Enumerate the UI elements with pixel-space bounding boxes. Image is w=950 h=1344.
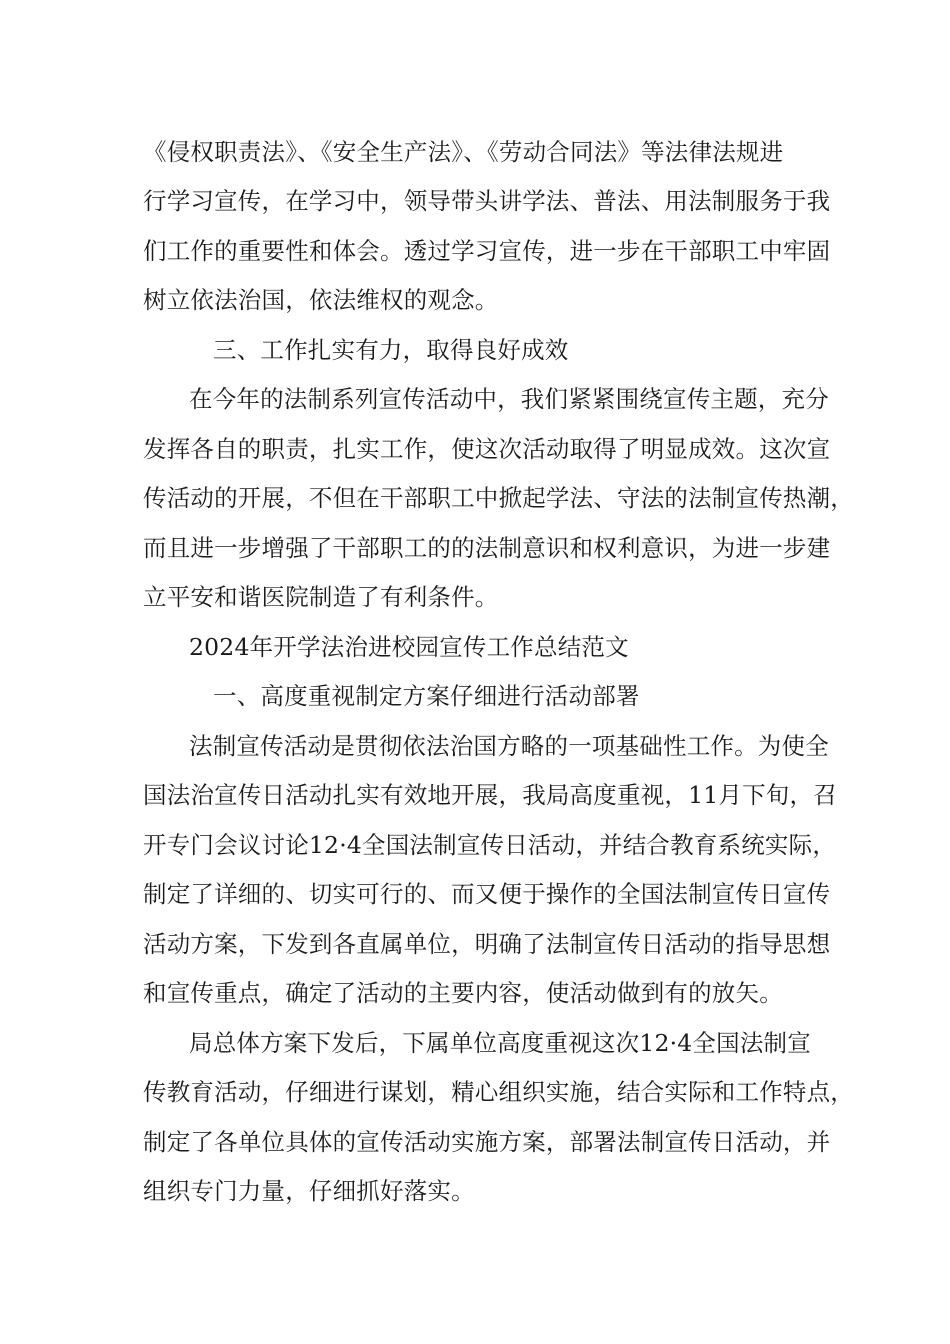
text-line: 在今年的法制系列宣传活动中，我们紧紧围绕宣传主题，充分: [189, 385, 829, 413]
text-line: 开专门会议讨论12·4全国法制宣传日活动，并结合教育系统实际，: [143, 831, 837, 859]
text-line: 行学习宣传，在学习中，领导带头讲学法、普法、用法制服务于我: [143, 187, 831, 215]
text-line: 制定了各单位具体的宣传活动实施方案，部署法制宣传日活动，并: [143, 1128, 831, 1156]
text-line: 传教育活动，仔细进行谋划，精心组织实施，结合实际和工作特点，: [143, 1078, 854, 1106]
text-line: 发挥各自的职责，扎实工作，使这次活动取得了明显成效。这次宣: [143, 435, 831, 463]
text-line: 和宣传重点，确定了活动的主要内容，使活动做到有的放矢。: [143, 979, 783, 1007]
text-line: 树立依法治国，依法维权的观念。: [143, 286, 499, 314]
section-heading: 三、工作扎实有力，取得良好成效: [213, 336, 569, 364]
text-line: 立平安和谐医院制造了有利条件。: [143, 583, 499, 611]
text-line: 国法治宣传日活动扎实有效地开展，我局高度重视，11月下旬，召: [143, 781, 837, 809]
text-line: 而且进一步增强了干部职工的的法制意识和权利意识，为进一步建: [143, 534, 831, 562]
text-line: 们工作的重要性和体会。透过学习宣传，进一步在干部职工中牢固: [143, 237, 831, 265]
text-line: 活动方案，下发到各直属单位，明确了法制宣传日活动的指导思想: [143, 930, 831, 958]
text-line: 《侵权职责法》、《安全生产法》、《劳动合同法》等法律法规进: [143, 138, 784, 166]
text-line: 组织专门力量，仔细抓好落实。: [143, 1177, 475, 1205]
text-line: 制定了详细的、切实可行的、而又便于操作的全国法制宣传日宣传: [143, 880, 831, 908]
text-line: 法制宣传活动是贯彻依法治国方略的一项基础性工作。为使全: [189, 732, 829, 760]
document-title: 2024年开学法治进校园宣传工作总结范文: [189, 633, 629, 661]
text-line: 传活动的开展，不但在干部职工中掀起学法、守法的法制宣传热潮，: [143, 484, 854, 512]
text-line: 局总体方案下发后，下属单位高度重视这次12·4全国法制宣: [189, 1029, 811, 1057]
section-heading: 一、高度重视制定方案仔细进行活动部署: [213, 682, 640, 710]
